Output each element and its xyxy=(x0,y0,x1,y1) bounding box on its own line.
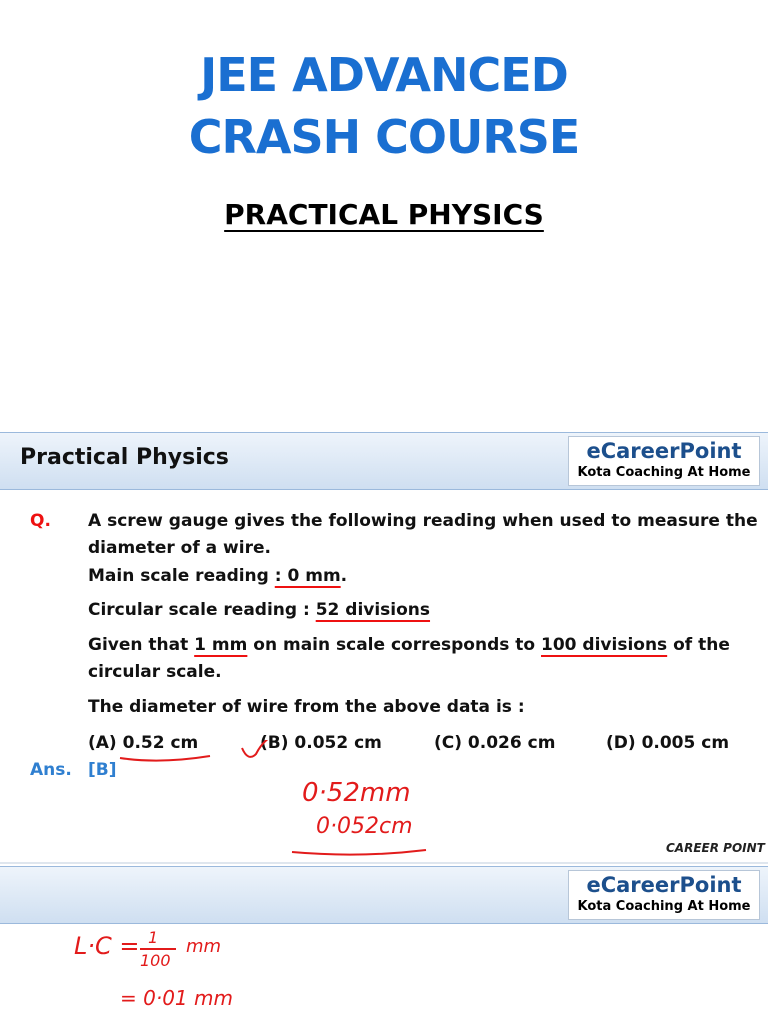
slide-title: Practical Physics xyxy=(20,445,229,470)
hand-fraction-den: 100 xyxy=(140,951,171,970)
given-text-1: Given that xyxy=(88,635,195,655)
main-scale-suffix: . xyxy=(340,566,348,586)
slide-divider xyxy=(0,862,768,864)
answer-value: [B] xyxy=(88,760,117,780)
question-label: Q. xyxy=(30,511,51,531)
underline-note xyxy=(292,850,426,855)
slide-header xyxy=(0,432,768,490)
given-value-2: 100 divisions xyxy=(541,635,668,655)
logo-sub-text: Kota Coaching At Home xyxy=(577,465,751,480)
option-c: (C) 0.026 cm xyxy=(434,733,556,753)
given-line2: circular scale. xyxy=(88,662,222,682)
question-line2: diameter of a wire. xyxy=(88,538,271,558)
hand-note-cm: 0·052cm xyxy=(316,814,413,839)
subtitle xyxy=(0,198,768,231)
ecareerpoint-logo-2 xyxy=(568,870,760,920)
option-d: (D) 0.005 cm xyxy=(606,733,730,753)
main-title-line2: CRASH COURSE xyxy=(188,110,580,164)
hand-unit: mm xyxy=(186,936,222,957)
slide2-header xyxy=(0,866,768,924)
circular-scale-value: 52 divisions xyxy=(315,600,431,620)
main-scale-label: Main scale reading xyxy=(88,566,275,586)
career-point-logo: CAREER POINT xyxy=(666,841,765,855)
subtitle-text: PRACTICAL PHYSICS xyxy=(224,198,544,231)
circular-scale-reading xyxy=(88,597,430,623)
hand-fraction-bar xyxy=(140,948,176,950)
main-title-line1: JEE ADVANCED xyxy=(200,48,568,102)
title-slide xyxy=(0,0,768,432)
logo2-sub-text: Kota Coaching At Home xyxy=(577,899,751,914)
answer-label: Ans. xyxy=(30,760,72,780)
hand-fraction-num: 1 xyxy=(148,928,159,947)
given-text-2: on main scale corresponds to xyxy=(247,635,542,655)
option-b: (B) 0.052 cm xyxy=(260,733,382,753)
underline-option-a xyxy=(120,756,210,761)
hand-lc-label: L·C = xyxy=(74,932,140,960)
option-a: (A) 0.52 cm xyxy=(88,733,199,753)
question-line1: A screw gauge gives the following reading when used to measure the xyxy=(88,511,758,531)
ecareerpoint-logo xyxy=(568,436,760,486)
main-scale-value: : 0 mm xyxy=(274,566,341,586)
given-line1 xyxy=(88,632,730,658)
tick-mark-icon xyxy=(242,740,272,757)
diameter-question: The diameter of wire from the above data is : xyxy=(88,697,525,717)
logo2-main-text: eCareerPoint xyxy=(586,873,742,897)
hand-note-mm: 0·52mm xyxy=(302,778,411,808)
logo-main-text: eCareerPoint xyxy=(586,439,742,463)
given-text-3: of the xyxy=(667,635,730,655)
hand-result: = 0·01 mm xyxy=(120,986,233,1010)
circular-scale-label: Circular scale reading : xyxy=(88,600,316,620)
given-value-1: 1 mm xyxy=(194,635,248,655)
main-scale-reading xyxy=(88,563,347,589)
